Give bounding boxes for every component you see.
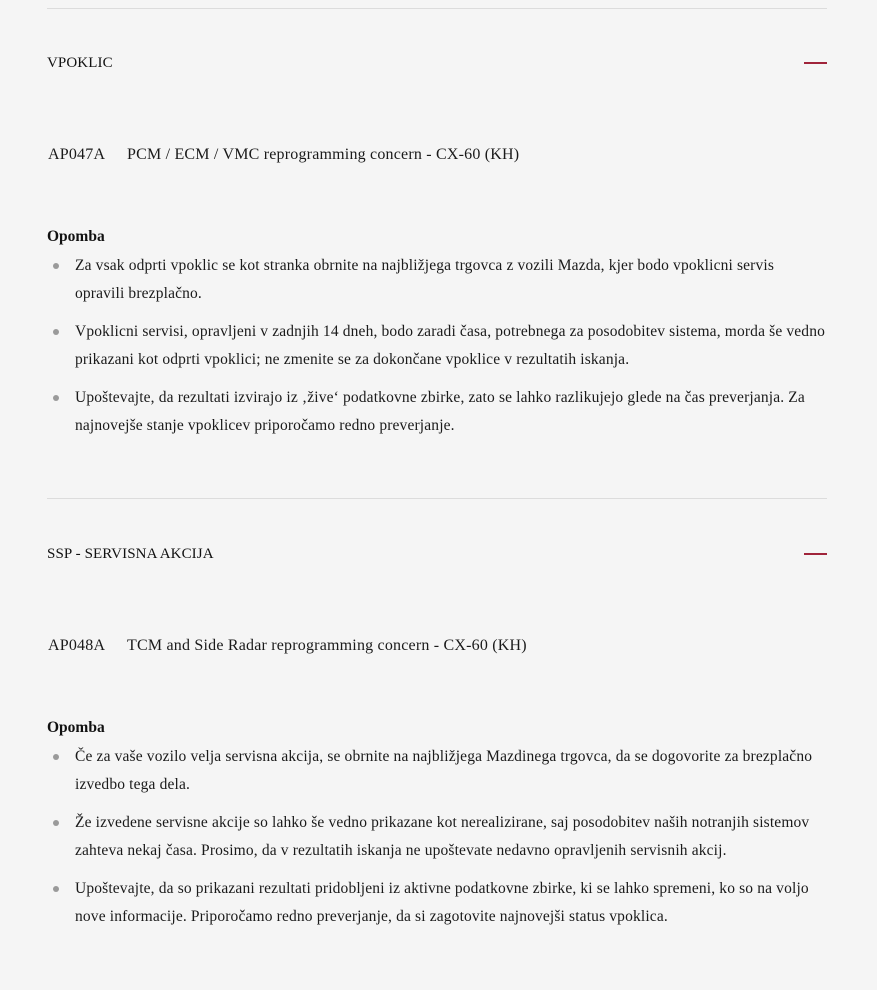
note-text: Vpoklicni servisi, opravljeni v zadnjih 14 dneh, bodo zaradi časa, potrebnega za posodobitev sistema, morda še vedno prikazani kot odprti vpoklici; ne zmenite se za dokončane vpoklice v rezultatih iskanja. [75,323,826,368]
note-text: Če za vaše vozilo velja servisna akcija, se obrnite na najbližjega Mazdinega trgovca, da se dogovorite za brezplačno izvedbo tega dela. [75,748,813,793]
note-text: Upoštevajte, da so prikazani rezultati pridobljeni iz aktivne podatkovne zbirke, ki se lahko spremeni, ko so na voljo nove informacije. Priporočamo redno preverjanje, da si zagotovite najnovejši status vpoklica. [75,880,809,925]
list-item [47,384,827,440]
recall-code: AP048A [48,637,106,654]
bullet-icon [53,754,59,760]
section-divider [47,8,827,9]
list-item [47,318,827,374]
minus-collapse-icon[interactable] [804,553,827,555]
bullet-icon [53,886,59,892]
recall-description: TCM and Side Radar reprogramming concern - CX-60 (KH) [127,637,527,654]
note-text: Že izvedene servisne akcije so lahko še vedno prikazane kot nerealizirane, saj posodobitev naših notranjih sistemov zahteva nekaj časa. Prosimo, da v rezultatih iskanja ne upoštevate nedavno opravljenih servisnih akcij. [75,814,810,859]
recall-code: AP047A [48,146,106,163]
section-divider [47,498,827,499]
bullet-icon [53,263,59,269]
minus-collapse-icon[interactable] [804,62,827,64]
bullet-icon [53,395,59,401]
list-item [47,252,827,308]
note-text: Upoštevajte, da rezultati izvirajo iz ‚žive‘ podatkovne zbirke, zato se lahko razlikujejo glede na čas preverjanja. Za najnovejše stanje vpoklicev priporočamo redno preverjanje. [75,389,805,434]
list-item [47,809,827,865]
bullet-icon [53,329,59,335]
service-action-section-header[interactable] [47,542,827,566]
recall-item [47,146,827,164]
note-text: Za vsak odprti vpoklic se kot stranka obrnite na najbližjega trgovca z vozili Mazda, kjer bodo vpoklicni servis opravili brezplačno. [75,257,775,302]
note-title: Opomba [47,228,105,245]
recall-section [47,8,827,440]
note-title: Opomba [47,719,105,736]
list-item [47,743,827,799]
recall-description: PCM / ECM / VMC reprogramming concern - CX-60 (KH) [127,146,520,163]
note-list [47,252,827,440]
section-title: SSP - SERVISNA AKCIJA [47,545,214,562]
recall-item [47,637,827,655]
recall-section-header[interactable] [47,51,827,75]
list-item [47,875,827,931]
bullet-icon [53,820,59,826]
service-action-section [47,498,827,931]
note-list [47,743,827,931]
section-title: VPOKLIC [47,54,113,71]
